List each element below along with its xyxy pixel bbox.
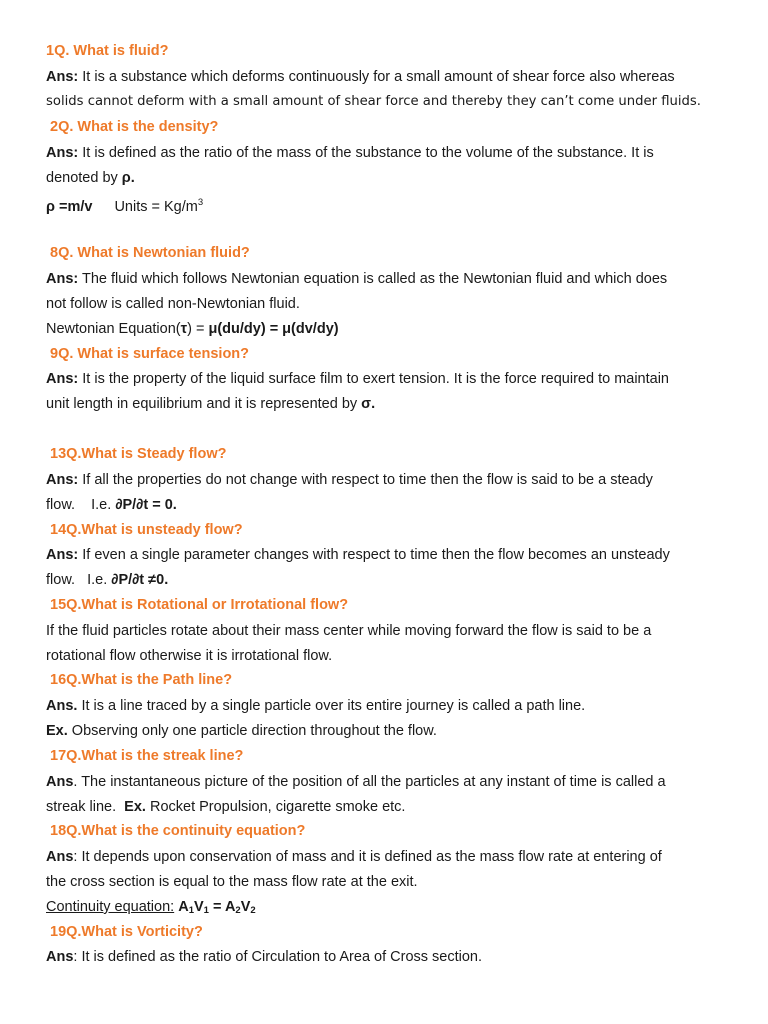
question-8: 8Q. What is Newtonian fluid? [50,245,250,261]
question-19: 19Q.What is Vorticity? [50,924,203,940]
answer-16-line-1: Ans. It is a line traced by a single particle over its entire journey is called a path line. [46,698,586,714]
ans-label: Ans [46,849,74,865]
question-17: 17Q.What is the streak line? [50,748,244,764]
density-formula: ρ =m/v [46,199,93,215]
answer-17-line-2: streak line. Ex. Rocket Propulsion, cigarette smoke etc. [46,799,406,815]
answer-19-line-1: Ans: It is defined as the ratio of Circulation to Area of Cross section. [46,949,483,965]
answer-13-line-2: flow. I.e. ∂P/∂t = 0. [46,497,177,513]
question-14: 14Q.What is unsteady flow? [50,522,243,538]
answer-2-line-2: denoted by ρ. [46,170,135,186]
answer-16-example: Ex. Observing only one particle direction throughout the flow. [46,723,437,739]
density-units: Units = Kg/m [114,199,198,215]
question-1: 1Q. What is fluid? [46,43,169,59]
answer-15-line-2: rotational flow otherwise it is irrotational flow. [46,648,333,664]
answer-1-line-2: solids cannot deform with a small amount of shear force and thereby they can’t come under fluids. [46,94,701,109]
question-16: 16Q.What is the Path line? [50,672,233,688]
ex-label: Ex. [46,723,68,739]
continuity-equation-formula: $A_1V_1 = A_2V_2$ [178,899,256,916]
sigma-symbol: σ. [361,396,376,412]
density-formula-line: ρ =m/v Units = $Kg/m^3$ [46,197,204,215]
answer-8-line-1: Ans: The fluid which follows Newtonian equation is called as the Newtonian fluid and which does [46,271,668,287]
answer-14-line-2: flow. I.e. ∂P/∂t ≠0. [46,572,169,588]
ans-label: Ans: [46,472,79,488]
continuity-equation [46,898,256,920]
ans-label: Ans: [46,371,79,387]
answer-9-line-1: Ans: It is the property of the liquid surface film to exert tension. It is the force required to maintain [46,371,669,387]
continuity-equation-label: Continuity equation: [46,899,175,915]
ans-label: Ans [46,949,74,965]
question-9: 9Q. What is surface tension? [50,346,250,362]
question-15: 15Q.What is Rotational or Irrotational flow? [50,597,349,613]
answer-9-line-2: unit length in equilibrium and it is represented by σ. [46,396,376,412]
question-13: 13Q.What is Steady flow? [50,446,227,462]
ans-label: Ans. [46,698,78,714]
rho-symbol: ρ. [121,170,135,186]
answer-2-line-1: Ans: It is defined as the ratio of the mass of the substance to the volume of the substance. It is [46,145,654,161]
answer-1-line-1: Ans: It is a substance which deforms continuously for a small amount of shear force also whereas [46,69,675,85]
ans-label: Ans: [46,69,79,85]
answer-17-line-1: Ans. The instantaneous picture of the position of all the particles at any instant of time is called a [46,774,666,790]
ans-label: Ans: [46,271,79,287]
answer-13-line-1: Ans: If all the properties do not change with respect to time then the flow is said to be a steady [46,472,653,488]
answer-18-line-1: Ans: It depends upon conservation of mass and it is defined as the mass flow rate at entering of [46,849,662,865]
question-2: 2Q. What is the density? [50,119,219,135]
question-18: 18Q.What is the continuity equation? [50,823,306,839]
answer-18-line-2: the cross section is equal to the mass flow rate at the exit. [46,874,418,890]
answer-15-line-1: If the fluid particles rotate about their mass center while moving forward the flow is said to be a [46,623,652,639]
ans-label: Ans: [46,547,79,563]
ans-label: Ans: [46,145,79,161]
answer-14-line-1: Ans: If even a single parameter changes with respect to time then the flow becomes an unsteady [46,547,670,563]
ex-label: Ex. [124,799,146,815]
ans-label: Ans [46,774,74,790]
newtonian-equation: Newtonian Equation(τ) = μ(du/dy) = μ(dv/dy) [46,321,339,337]
answer-8-line-2: not follow is called non-Newtonian fluid. [46,296,300,312]
